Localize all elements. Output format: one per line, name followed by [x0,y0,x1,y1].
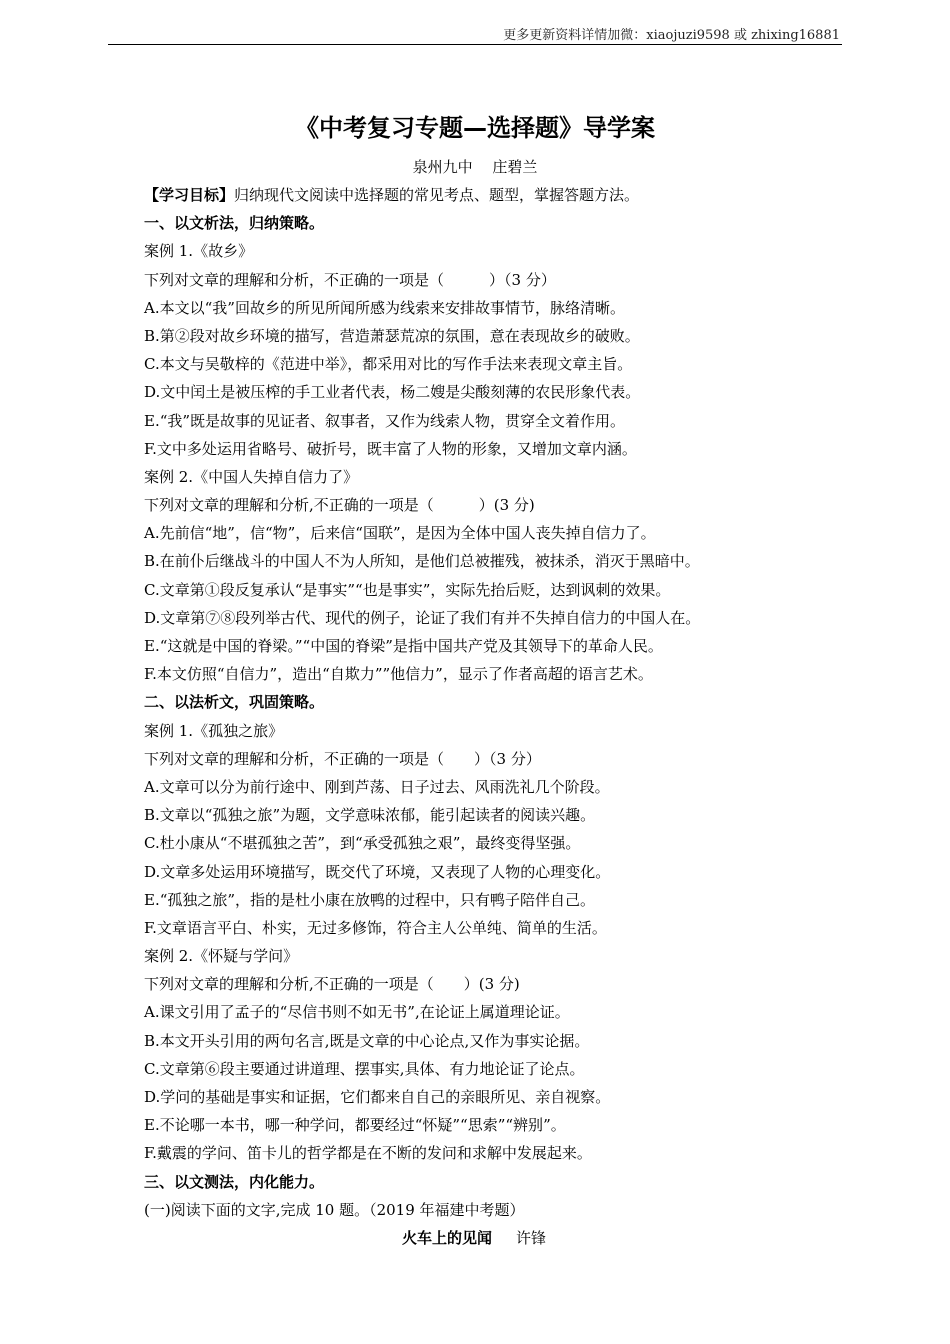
passage-title: 火车上的见闻 [401,1228,492,1247]
option-f: F.文中多处运用省略号、破折号，既丰富了人物的形象，又增加文章内涵。 [144,439,637,458]
option-e: E.“我”既是故事的见证者、叙事者，又作为线索人物，贯穿全文着作用。 [144,411,626,430]
case-title: 案例 1.《孤独之旅》 [144,721,284,740]
author-line: 泉州九中 庄碧兰 [412,158,538,176]
option-f: F.文章语言平白、朴实，无过多修饰，符合主人公单纯、简单的生活。 [144,918,607,937]
option-b: B.在前仆后继战斗的中国人不为人所知，是他们总被摧残，被抹杀，消灭于黑暗中。 [144,552,700,571]
objective-label: 【学习目标】 [144,186,235,204]
section-2-heading: 二、以法析文，巩固策略。 [144,693,325,712]
option-b: B.本文开头引用的两句名言,既是文章的中心论点,又作为事实论据。 [144,1031,590,1050]
reading-intro: (一)阅读下面的文字,完成 10 题。（2019 年福建中考题） [144,1200,525,1219]
header-note: 更多更新资料详情加微：xiaojuzi9598 或 zhixing16881 [503,28,840,43]
section-3-heading: 三、以文测法，内化能力。 [144,1172,325,1191]
case-title: 案例 2.《怀疑与学问》 [144,947,299,966]
option-a: A.先前信“地”，信“物”，后来信“国联”，是因为全体中国人丧失掉自信力了。 [144,524,656,543]
option-a: A.课文引用了孟子的“尽信书则不如无书”,在论证上属道理论证。 [144,1003,570,1022]
passage-title-line [144,1224,804,1252]
learning-objective [144,181,804,209]
option-f: F.戴震的学问、笛卡儿的哲学都是在不断的发问和求解中发展起来。 [144,1144,592,1163]
option-a: A.本文以“我”回故乡的所见所闻所感为线索来安排故事情节，脉络清晰。 [144,298,625,317]
case-title: 案例 2.《中国人失掉自信力了》 [144,467,359,486]
option-c: C.杜小康从“不堪孤独之苦”，到“承受孤独之艰”，最终变得坚强。 [144,834,581,853]
question-text: 下列对文章的理解和分析，不正确的一项是（ ）（3 分） [144,749,541,768]
option-b: B.文章以“孤独之旅”为题，文学意味浓郁，能引起读者的阅读兴趣。 [144,806,596,825]
option-e: E.“这就是中国的脊梁。”“中国的脊梁”是指中国共产党及其领导下的革命人民。 [144,637,663,655]
question-text: 下列对文章的理解和分析，不正确的一项是（ ）（3 分） [144,270,556,289]
option-a: A.文章可以分为前行途中、刚到芦荡、日子过去、风雨洗礼几个阶段。 [144,777,610,796]
question-text: 下列对文章的理解和分析,不正确的一项是（ ）(3 分) [144,975,520,994]
objective-text: 归纳现代文阅读中选择题的常见考点、题型，掌握答题方法。 [234,186,640,204]
option-e: E.不论哪一本书，哪一种学问，都要经过“怀疑”“思索”“辨别”。 [144,1116,566,1135]
option-d: D.文中闰土是被压榨的手工业者代表，杨二嫂是尖酸刻薄的农民形象代表。 [144,383,641,402]
page-title: 《中考复习专题—选择题》导学案 [295,114,655,142]
section-1-heading: 一、以文析法，归纳策略。 [144,214,325,233]
option-e: E.“孤独之旅”，指的是杜小康在放鸭的过程中，只有鸭子陪伴自己。 [144,890,596,909]
option-c: C.本文与吴敬梓的《范进中举》，都采用对比的写作手法来表现文章主旨。 [144,355,633,374]
option-f: F.本文仿照“自信力”，造出“自欺力””他信力”，显示了作者高超的语言艺术。 [144,665,653,684]
option-d: D.学问的基础是事实和证据，它们都来自自己的亲眼所见、亲自视察。 [144,1088,611,1106]
option-d: D.文章多处运用环境描写，既交代了环境，又表现了人物的心理变化。 [144,862,611,881]
header-rule [108,44,842,45]
question-text: 下列对文章的理解和分析,不正确的一项是（ ）(3 分) [144,496,535,515]
option-b: B.第②段对故乡环境的描写，营造萧瑟荒凉的氛围，意在表现故乡的破败。 [144,326,640,345]
passage-author: 许锋 [516,1228,547,1247]
option-c: C.文章第⑥段主要通过讲道理、摆事实,具体、有力地论证了论点。 [144,1059,585,1078]
option-d: D.文章第⑦⑧段列举古代、现代的例子，论证了我们有并不失掉自信力的中国人在。 [144,608,701,627]
case-title: 案例 1.《故乡》 [144,242,254,261]
option-c: C.文章第①段反复承认“是事实”“也是事实”，实际先抬后贬，达到讽刺的效果。 [144,580,671,599]
document-body [144,181,804,1252]
